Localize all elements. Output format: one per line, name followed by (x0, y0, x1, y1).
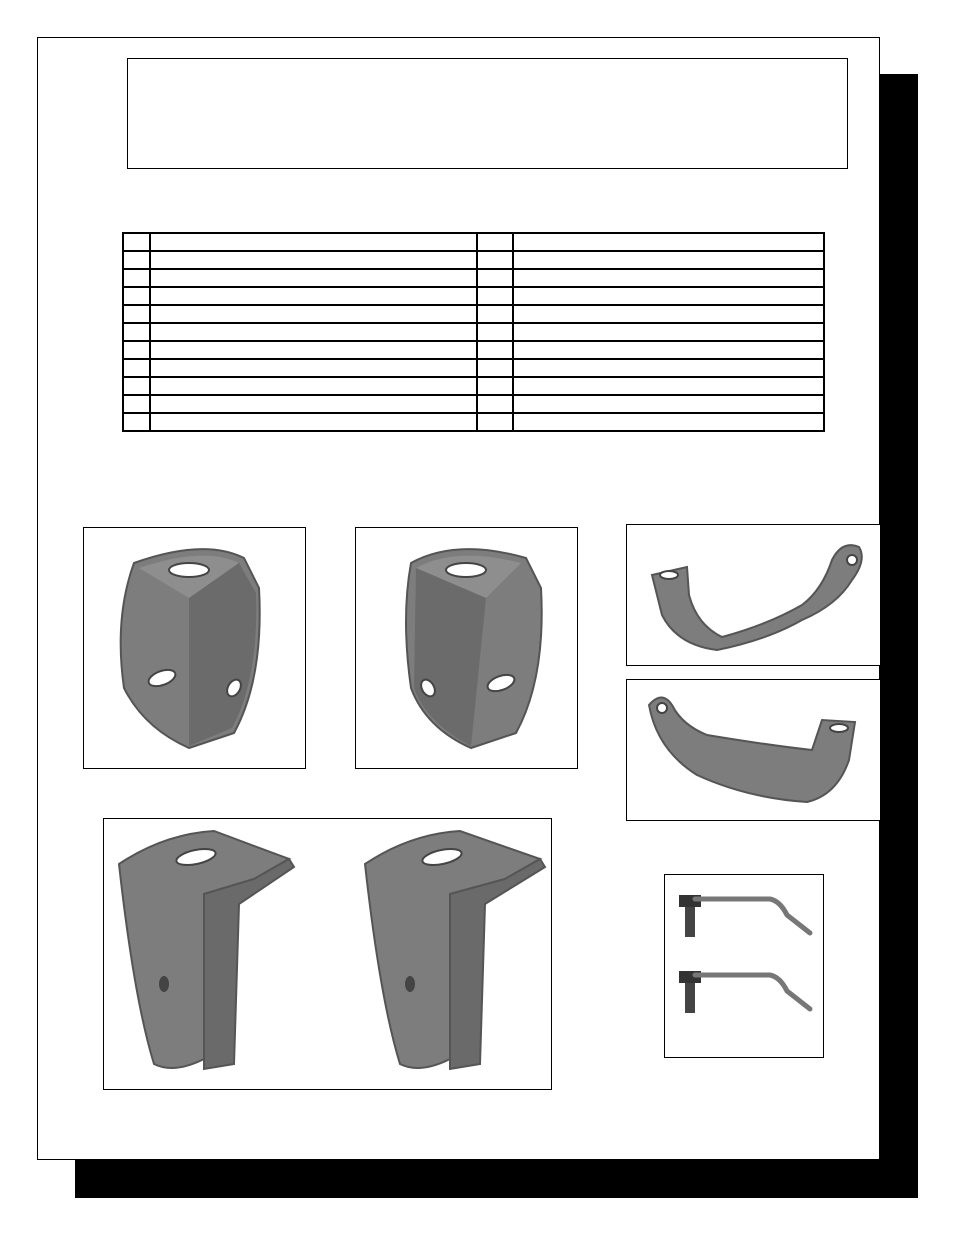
parts-table-cell (477, 233, 513, 251)
parts-table-cell (150, 323, 477, 341)
parts-table-row (123, 323, 824, 341)
parts-table-row (123, 377, 824, 395)
parts-table-cell (123, 233, 150, 251)
parts-table-cell (123, 395, 150, 413)
parts-table-cell (513, 413, 824, 431)
bracket-right-photo (355, 527, 578, 769)
parts-table-cell (150, 395, 477, 413)
parts-table-row (123, 341, 824, 359)
parts-table-cell (150, 413, 477, 431)
parts-table-cell (150, 341, 477, 359)
parts-table-cell (513, 377, 824, 395)
parts-table-row (123, 233, 824, 251)
parts-table-cell (477, 377, 513, 395)
parts-table-row (123, 413, 824, 431)
parts-table-row (123, 251, 824, 269)
parts-table-cell (477, 395, 513, 413)
parts-table-cell (513, 233, 824, 251)
parts-table-cell (477, 251, 513, 269)
parts-table-cell (150, 269, 477, 287)
bracket-left-photo (83, 527, 306, 769)
parts-table-cell (477, 305, 513, 323)
parts-table-cell (513, 323, 824, 341)
parts-table-cell (513, 251, 824, 269)
parts-table-cell (123, 287, 150, 305)
parts-table-cell (123, 341, 150, 359)
parts-table-cell (123, 359, 150, 377)
strap-upper-photo (626, 524, 881, 666)
parts-table-cell (477, 413, 513, 431)
l-brackets-photo (103, 818, 552, 1090)
parts-list-table (122, 232, 825, 432)
hook-bolts-photo (664, 874, 824, 1058)
strap-lower-photo (626, 679, 881, 821)
parts-table-cell (123, 413, 150, 431)
parts-table-cell (477, 269, 513, 287)
parts-table-cell (123, 269, 150, 287)
parts-table-cell (513, 359, 824, 377)
parts-table-cell (477, 287, 513, 305)
parts-table-cell (513, 305, 824, 323)
header-box (127, 58, 848, 169)
parts-table-row (123, 395, 824, 413)
parts-table-cell (150, 359, 477, 377)
parts-table-cell (123, 251, 150, 269)
parts-table-cell (123, 305, 150, 323)
parts-table-cell (513, 341, 824, 359)
parts-table-cell (150, 305, 477, 323)
parts-table-cell (513, 269, 824, 287)
parts-table-cell (477, 323, 513, 341)
parts-table-cell (513, 287, 824, 305)
parts-table-cell (150, 233, 477, 251)
parts-table-row (123, 359, 824, 377)
parts-table-row (123, 287, 824, 305)
parts-table-cell (513, 395, 824, 413)
parts-table-cell (150, 287, 477, 305)
parts-table-cell (477, 359, 513, 377)
parts-table-cell (150, 377, 477, 395)
parts-table-row (123, 269, 824, 287)
parts-table-cell (123, 323, 150, 341)
parts-table-row (123, 305, 824, 323)
parts-table-cell (150, 251, 477, 269)
parts-table-cell (477, 341, 513, 359)
parts-table-cell (123, 377, 150, 395)
